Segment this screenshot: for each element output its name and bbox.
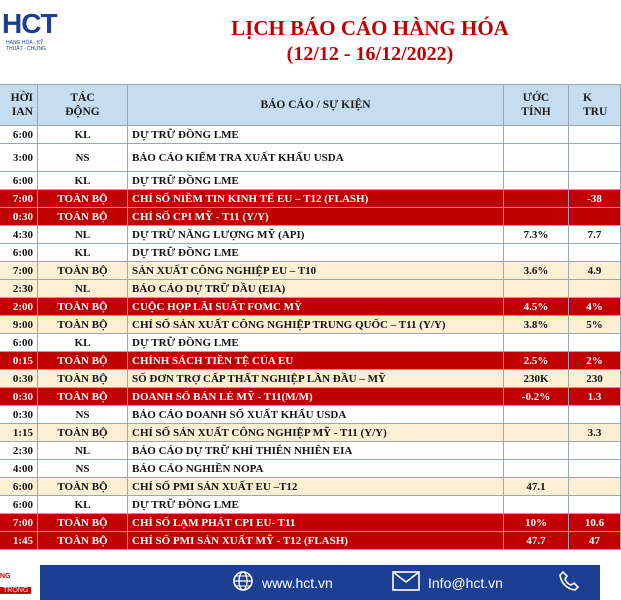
header-time: HỜI IAN [0,85,38,126]
header-estimate: ƯỚC TÍNH [504,85,569,126]
report-cell: CHÍNH SÁCH TIỀN TỆ CỦA EU [128,352,504,370]
impact-cell: TOÀN BỘ [38,298,128,316]
table-row [0,334,621,352]
header-impact: TÁC ĐỘNG [38,85,128,126]
table-row [0,370,621,388]
impact-cell: NL [38,442,128,460]
estimate-cell [504,496,569,514]
impact-cell: NL [38,280,128,298]
table-row [0,460,621,478]
impact-cell: NS [38,406,128,424]
header-previous: K TRU [569,85,621,126]
time-cell: 7:00 [0,514,38,532]
header-report: BÁO CÁO / SỰ KIỆN [128,85,504,126]
report-cell: DỰ TRỮ ĐỒNG LME [128,126,504,144]
previous-cell [569,406,621,424]
impact-cell: KL [38,172,128,190]
time-cell: 6:00 [0,244,38,262]
table-row [0,316,621,334]
footer-phone[interactable] [558,565,588,600]
impact-cell: TOÀN BỘ [38,190,128,208]
table-row [0,190,621,208]
previous-cell [569,280,621,298]
time-cell: 1:15 [0,424,38,442]
report-cell: CHỈ SỐ PMI SẢN XUẤT MỸ - T12 (FLASH) [128,532,504,550]
time-cell: 4:30 [0,226,38,244]
previous-cell: -38 [569,190,621,208]
page-title: LỊCH BÁO CÁO HÀNG HÓA [231,16,509,40]
table-row [0,496,621,514]
table-row [0,352,621,370]
report-cell: BÁO CÁO KIỂM TRA XUẤT KHẨU USDA [128,144,504,172]
footer-left-text-2: TRỌNG [0,587,31,594]
impact-cell: NS [38,460,128,478]
estimate-cell [504,442,569,460]
time-cell: 2:30 [0,442,38,460]
previous-cell: 7.7 [569,226,621,244]
report-cell: DOANH SỐ BÁN LẺ MỸ - T11(M/M) [128,388,504,406]
table-row [0,262,621,280]
estimate-cell [504,126,569,144]
previous-cell [569,334,621,352]
report-cell: DỰ TRỮ NĂNG LƯỢNG MỸ (API) [128,226,504,244]
website-link[interactable]: www.hct.vn [262,574,333,591]
table-row [0,406,621,424]
previous-cell [569,126,621,144]
time-cell: 9:00 [0,316,38,334]
report-cell: CHỈ SỐ CPI MỸ - T11 (Y/Y) [128,208,504,226]
estimate-cell: 7.3% [504,226,569,244]
table-row [0,172,621,190]
time-cell: 6:00 [0,334,38,352]
impact-cell: TOÀN BỘ [38,262,128,280]
report-cell: CHỈ SỐ SẢN XUẤT CÔNG NGHIỆP TRUNG QUỐC – T11 (Y/Y) [128,316,504,334]
report-cell: BÁO CÁO DỰ TRỮ DẦU (EIA) [128,280,504,298]
previous-cell: 3.3 [569,424,621,442]
previous-cell [569,442,621,460]
logo-text: HCT [2,8,57,39]
report-cell: DỰ TRỮ ĐỒNG LME [128,244,504,262]
footer-left-text-1: NG [0,573,11,580]
impact-cell: TOÀN BỘ [38,208,128,226]
estimate-cell [504,424,569,442]
time-cell: 0:30 [0,370,38,388]
time-cell: 6:00 [0,126,38,144]
report-cell: CHỈ SỐ NIỀM TIN KINH TẾ EU – T12 (FLASH) [128,190,504,208]
impact-cell: TOÀN BỘ [38,352,128,370]
impact-cell: TOÀN BỘ [38,514,128,532]
previous-cell [569,244,621,262]
impact-cell: TOÀN BỘ [38,316,128,334]
table-row [0,298,621,316]
time-cell: 6:00 [0,478,38,496]
time-cell: 0:30 [0,388,38,406]
table-row [0,126,621,144]
estimate-cell [504,190,569,208]
globe-icon [232,570,254,595]
time-cell: 7:00 [0,262,38,280]
estimate-cell [504,280,569,298]
time-cell: 4:00 [0,460,38,478]
estimate-cell: 10% [504,514,569,532]
previous-cell [569,172,621,190]
hct-logo [0,8,60,52]
previous-cell: 1.3 [569,388,621,406]
previous-cell: 4.9 [569,262,621,280]
impact-cell: TOÀN BỘ [38,478,128,496]
table-header-row [0,85,621,126]
impact-cell: TOÀN BỘ [38,388,128,406]
impact-cell: KL [38,496,128,514]
estimate-cell [504,460,569,478]
time-cell: 1:45 [0,532,38,550]
estimate-cell [504,244,569,262]
previous-cell [569,144,621,172]
email-link[interactable]: Info@hct.vn [428,574,503,591]
footer-website[interactable] [232,565,333,600]
time-cell: 0:30 [0,406,38,424]
previous-cell [569,478,621,496]
time-cell: 2:30 [0,280,38,298]
impact-cell: KL [38,126,128,144]
table-row [0,280,621,298]
table-row [0,478,621,496]
logo-subtext: HÀNG HÓA · KỸ THUẬT · CHỨNG [6,40,47,52]
report-cell: CHỈ SỐ PMI SẢN XUẤT EU –T12 [128,478,504,496]
previous-cell: 2% [569,352,621,370]
table-row [0,144,621,172]
impact-cell: TOÀN BỘ [38,370,128,388]
footer-email[interactable] [392,565,503,600]
impact-cell: NS [38,144,128,172]
previous-cell [569,496,621,514]
time-cell: 6:00 [0,496,38,514]
table-row [0,424,621,442]
previous-cell: 47 [569,532,621,550]
estimate-cell: 2.5% [504,352,569,370]
previous-cell: 230 [569,370,621,388]
table-row [0,226,621,244]
estimate-cell [504,406,569,424]
header [0,0,600,85]
table-row [0,442,621,460]
time-cell: 2:00 [0,298,38,316]
time-cell: 0:15 [0,352,38,370]
table-row [0,208,621,226]
previous-cell [569,460,621,478]
impact-cell: NL [38,226,128,244]
time-cell: 6:00 [0,172,38,190]
impact-cell: KL [38,244,128,262]
estimate-cell: 4.5% [504,298,569,316]
impact-cell: TOÀN BỘ [38,424,128,442]
estimate-cell: 3.6% [504,262,569,280]
report-schedule-table [0,84,621,550]
table-body [0,126,621,550]
report-cell: SẢN XUẤT CÔNG NGHIỆP EU – T10 [128,262,504,280]
report-cell: BÁO CÁO NGHIỀN NOPA [128,460,504,478]
report-cell: SỐ ĐƠN TRỢ CẤP THẤT NGHIỆP LẦN ĐẦU – MỸ [128,370,504,388]
estimate-cell: 47.1 [504,478,569,496]
estimate-cell: 3.8% [504,316,569,334]
report-cell: BÁO CÁO DỰ TRỮ KHÍ THIÊN NHIÊN EIA [128,442,504,460]
report-cell: BÁO CÁO DOANH SỐ XUẤT KHẨU USDA [128,406,504,424]
estimate-cell [504,144,569,172]
table-row [0,388,621,406]
report-cell: CHỈ SỐ LẠM PHÁT CPI EU- T11 [128,514,504,532]
report-cell: CHỈ SỐ SẢN XUẤT CÔNG NGHIỆP MỸ - T11 (Y/Y) [128,424,504,442]
mail-icon [392,571,420,594]
previous-cell: 10.6 [569,514,621,532]
time-cell: 3:00 [0,144,38,172]
table-row [0,514,621,532]
report-cell: CUỘC HỌP LÃI SUẤT FOMC MỸ [128,298,504,316]
report-cell: DỰ TRỮ ĐỒNG LME [128,496,504,514]
estimate-cell [504,334,569,352]
estimate-cell: 230K [504,370,569,388]
previous-cell: 4% [569,298,621,316]
report-cell: DỰ TRỮ ĐỒNG LME [128,334,504,352]
estimate-cell: 47.7 [504,532,569,550]
phone-icon [558,570,580,595]
date-range: (12/12 - 16/12/2022) [286,43,454,65]
impact-cell: KL [38,334,128,352]
estimate-cell: -0.2% [504,388,569,406]
estimate-cell [504,208,569,226]
previous-cell [569,208,621,226]
footer-left-badge [0,565,40,600]
time-cell: 7:00 [0,190,38,208]
footer [0,565,600,600]
table-row [0,532,621,550]
report-cell: DỰ TRỮ ĐỒNG LME [128,172,504,190]
table-row [0,244,621,262]
previous-cell: 5% [569,316,621,334]
time-cell: 0:30 [0,208,38,226]
impact-cell: TOÀN BỘ [38,532,128,550]
estimate-cell [504,172,569,190]
